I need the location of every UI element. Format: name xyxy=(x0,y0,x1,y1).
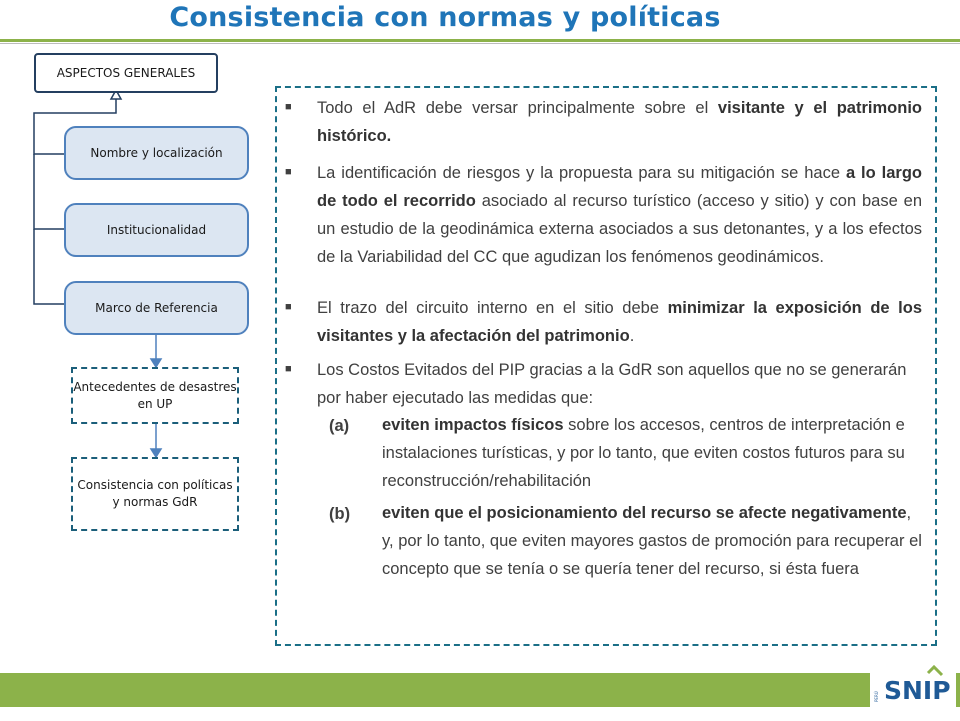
bullet-marker: ■ xyxy=(285,166,292,178)
marco-referencia-box: Marco de Referencia xyxy=(64,281,249,335)
bullet-1: Todo el AdR debe versar principalmente sobre el visitante y el patrimonio histórico. xyxy=(317,99,922,145)
nombre-localizacion-box: Nombre y localización xyxy=(64,126,249,180)
consistencia-politicas-box: Consistencia con políticas y normas GdR xyxy=(71,457,239,531)
subitem-label-a: (a) xyxy=(329,417,350,435)
page-title: Consistencia con normas y políticas xyxy=(169,2,721,33)
snip-logo-graphic xyxy=(870,662,956,716)
footer-bar xyxy=(0,673,960,707)
bullet-4: Los Costos Evitados del PIP gracias a la GdR son aquellos que no se generarán por haber ejecutado las medidas que: xyxy=(317,361,907,407)
title-divider xyxy=(0,39,960,42)
subitem-a: eviten impactos físicos sobre los accesos, centros de interpretación e instalaciones turísticas, y por lo tanto, que eviten costos futuros para su reconstrucción/rehabilitación xyxy=(382,416,905,490)
subitem-b: eviten que el posicionamiento del recurso se afecte negativamente, y, por lo tanto, que eviten mayores gastos de promoción para recuperar el concepto que se tenía o se quería tener del recurso, si ésta fuera xyxy=(382,504,922,578)
logo-sub: PERÚ xyxy=(874,691,879,702)
subitem-label-b: (b) xyxy=(329,505,351,523)
institucionalidad-box: Institucionalidad xyxy=(64,203,249,257)
logo-text: SNIP xyxy=(884,676,951,705)
snip-logo xyxy=(870,662,956,716)
title-divider-gray xyxy=(0,43,960,44)
antecedentes-desastres-box: Antecedentes de desastres en UP xyxy=(71,367,239,424)
aspectos-generales-box: ASPECTOS GENERALES xyxy=(34,53,218,93)
bullet-3: El trazo del circuito interno en el sitio debe minimizar la exposición de los visitantes y la afectación del patrimonio. xyxy=(317,299,922,345)
bullet-marker: ■ xyxy=(285,301,292,313)
bullet-marker: ■ xyxy=(285,363,292,375)
bullet-2: La identificación de riesgos y la propuesta para su mitigación se hace a lo largo de todo el recorrido asociado al recurso turístico (acceso y sitio) y con base en un estudio de la geodinámica externa asociados a sus detonantes, y a los efectos de la Variabilidad del CC que agudizan los fenómenos geodinámicos. xyxy=(317,164,923,266)
bullet-marker: ■ xyxy=(285,101,292,113)
